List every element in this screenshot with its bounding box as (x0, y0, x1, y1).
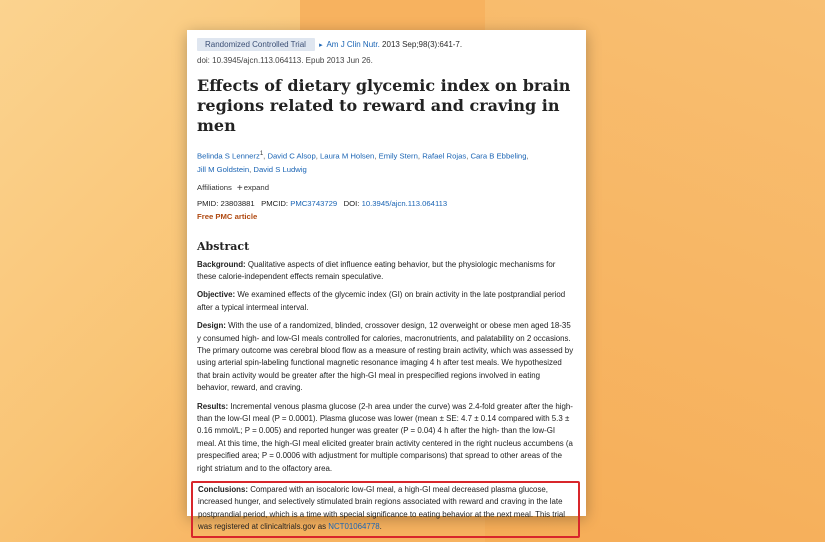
author-link[interactable]: David S Ludwig (253, 164, 307, 174)
plus-icon: + (236, 182, 243, 194)
author-link[interactable]: Laura M Holsen (320, 151, 375, 161)
abstract-objective (197, 289, 574, 314)
author-link[interactable]: Jill M Goldstein (197, 164, 250, 174)
article-page (187, 30, 586, 532)
author-link[interactable]: Rafael Rojas (422, 151, 467, 161)
caret-right-icon: ▸ (319, 42, 323, 49)
design-text: With the use of a randomized, blinded, crossover design, 12 overweight or obese men aged 18-35 y consumed high- and low-GI meals controlled for calories, macronutrients, and palatability on 2 occasions. The primary outcome was cerebral blood flow as a measure of resting brain activity, which was assessed by using arterial spin-labeling functional magnetic resonance imaging 4 h after test meals. We hypothesized that brain activity would be greater after the high-GI meal in prespecified regions involved in eating behavior, reward, and craving. (197, 321, 574, 393)
abstract-design (197, 320, 574, 394)
doi-label: DOI: (343, 198, 360, 208)
author-link[interactable]: Emily Stern (378, 151, 418, 161)
free-pmc-article-link[interactable]: Free PMC article (197, 211, 258, 221)
author-list: Belinda S Lennerz$^1$, David C Alsop, Laura M Holsen, Emily Stern, Rafael Rojas, Cara B Ebbeling, Jill M Goldstein, David S Ludwig (197, 151, 529, 174)
journal-link[interactable]: Am J Clin Nutr. (326, 40, 380, 49)
conclusions-end: . (379, 522, 382, 532)
citation-header (197, 38, 574, 51)
identifier-line (197, 198, 574, 209)
author-link[interactable]: David C Alsop (267, 151, 316, 161)
pmcid-label: PMCID: (261, 198, 289, 208)
objective-text: We examined effects of the glycemic index (GI) on brain activity in the late postprandial period after a typical intermeal interval. (197, 290, 566, 312)
pmid-label: PMID: (197, 198, 219, 208)
affiliations-toggle[interactable] (197, 183, 574, 194)
objective-label: Objective: (197, 290, 236, 300)
background-label: Background: (197, 259, 246, 269)
citation-details: 2013 Sep;98(3):641-7. (382, 40, 463, 49)
article-title: Effects of dietary glycemic index on brain regions related to reward and craving in men (197, 76, 571, 135)
author-link[interactable]: Cara B Ebbeling (470, 151, 527, 161)
results-label: Results: (197, 401, 229, 411)
pmcid-link[interactable]: PMC3743729 (290, 198, 338, 208)
background-text: Qualitative aspects of diet influence eating behavior, but the physiologic mechanisms for these calorie-independent effects remain speculative. (197, 259, 556, 281)
abstract-conclusions (198, 484, 573, 534)
conclusions-text: Compared with an isocaloric low-GI meal, a high-GI meal decreased plasma glucose, increased hunger, and selectively stimulated brain regions associated with reward and craving in the late postprandial period, which is a time with special significance to eating behavior at the next meal. This trial was registered at clinicaltrials.gov as (198, 485, 565, 532)
results-text: Incremental venous plasma glucose (2-h area under the curve) was 2.4-fold greater after the high- than the low-GI meal (P = 0.0001). Plasma glucose was lower (mean ± SE: 4.7 ± 0.14 compared with 5.3 ± 0.16 mmol/L; P = 0.005) and reported hunger was greater (P = 0.04) 4 h after the high- than the low-GI meal. At this time, the high-GI meal elicited greater brain activity centered in the right nucleus accumbens (a prespecified area; P = 0.0006 with adjustment for multiple comparisons) that spread to other areas of the right striatum and to the olfactory area. (197, 401, 573, 473)
trial-registration-link[interactable]: NCT01064778 (328, 522, 380, 532)
design-label: Design: (197, 321, 226, 331)
affiliations-label: Affiliations (197, 182, 232, 192)
conclusions-label: Conclusions: (198, 485, 248, 495)
author-link[interactable]: Belinda S Lennerz (197, 151, 260, 161)
abstract-results (197, 401, 574, 475)
pmid-value: 23803881 (220, 198, 255, 208)
affiliation-ref[interactable]: 1 (259, 151, 264, 157)
abstract-heading: Abstract (197, 239, 250, 253)
abstract-background (197, 259, 574, 284)
doi-epub-line: doi: 10.3945/ajcn.113.064113. Epub 2013 Jun 26. (197, 56, 373, 65)
expand-label: expand (243, 182, 269, 192)
publication-type-badge[interactable]: Randomized Controlled Trial (197, 38, 315, 51)
conclusions-highlight-box (191, 481, 580, 538)
doi-link[interactable]: 10.3945/ajcn.113.064113 (361, 198, 448, 208)
